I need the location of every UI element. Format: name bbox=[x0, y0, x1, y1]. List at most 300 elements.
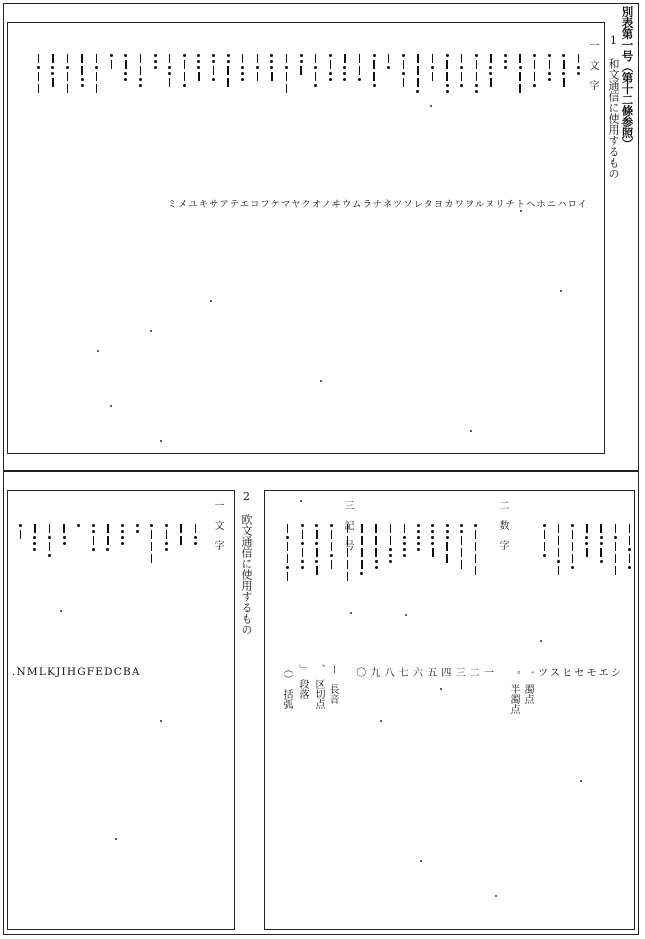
morse-dash bbox=[316, 530, 318, 539]
morse-dot bbox=[403, 548, 406, 551]
morse-dot bbox=[504, 54, 507, 57]
wabun-code-13 bbox=[387, 54, 390, 72]
wabun-code-35 bbox=[66, 54, 69, 96]
morse-dot bbox=[358, 78, 361, 81]
print-speck bbox=[115, 838, 117, 840]
morse-dash bbox=[213, 66, 215, 75]
wabun-code-9 bbox=[446, 54, 449, 96]
morse-dot bbox=[360, 572, 363, 575]
morse-dash bbox=[302, 530, 304, 539]
morse-dash bbox=[403, 78, 405, 87]
print-speck bbox=[420, 860, 422, 862]
wabun-code-19 bbox=[300, 54, 303, 78]
morse-dot bbox=[212, 78, 215, 81]
morse-dash bbox=[519, 84, 521, 93]
morse-dot bbox=[460, 84, 463, 87]
morse-dash bbox=[330, 60, 332, 69]
morse-dash bbox=[446, 72, 448, 81]
morse-dot bbox=[301, 542, 304, 545]
morse-dash bbox=[572, 530, 574, 539]
morse-dot bbox=[431, 542, 434, 545]
morse-dash bbox=[67, 72, 69, 81]
morse-dot bbox=[446, 536, 449, 539]
morse-dot bbox=[81, 78, 84, 81]
suuji-kana-code-3 bbox=[585, 524, 588, 560]
suuji-kana-extra: シエモセヒスツ bbox=[538, 668, 624, 679]
morse-dot bbox=[286, 566, 289, 569]
suuji-item-4: 五 bbox=[427, 668, 438, 679]
morse-dash bbox=[563, 60, 565, 69]
morse-dot bbox=[504, 60, 507, 63]
morse-dot bbox=[343, 66, 346, 69]
morse-dot bbox=[48, 536, 51, 539]
morse-dash bbox=[461, 536, 463, 545]
morse-dash bbox=[287, 572, 289, 581]
suuji-code-3 bbox=[431, 524, 434, 560]
morse-dot bbox=[628, 566, 631, 569]
morse-dash bbox=[461, 560, 463, 569]
wabun-code-24 bbox=[227, 54, 230, 90]
morse-dash bbox=[534, 72, 536, 81]
morse-dot bbox=[139, 84, 142, 87]
wabun-code-20 bbox=[285, 54, 288, 96]
wabun-code-2 bbox=[548, 54, 551, 84]
morse-dot bbox=[136, 524, 139, 527]
morse-dash bbox=[96, 72, 98, 81]
morse-dash bbox=[490, 78, 492, 87]
wabun-code-28 bbox=[168, 54, 171, 90]
wabun-moji-label: 一 文 字 bbox=[587, 40, 598, 90]
morse-dot bbox=[154, 54, 157, 57]
print-speck bbox=[210, 300, 212, 302]
morse-dot bbox=[121, 524, 124, 527]
morse-dot bbox=[343, 72, 346, 75]
morse-dash bbox=[558, 524, 560, 533]
obun-code-10 bbox=[48, 524, 51, 560]
morse-dash bbox=[20, 530, 22, 539]
morse-dot bbox=[417, 530, 420, 533]
morse-dash bbox=[475, 530, 477, 539]
obun-code-5 bbox=[121, 524, 124, 548]
morse-dot bbox=[106, 548, 109, 551]
morse-dash bbox=[629, 554, 631, 563]
morse-dash bbox=[417, 66, 419, 75]
morse-dash bbox=[572, 554, 574, 563]
obun-moji-label: 一 文 字 bbox=[212, 500, 223, 550]
print-speck bbox=[160, 720, 162, 722]
suuji-item-7: 八 bbox=[384, 668, 395, 679]
morse-dash bbox=[461, 72, 463, 81]
morse-dash bbox=[446, 60, 448, 69]
morse-dash bbox=[388, 54, 390, 63]
morse-dot bbox=[121, 536, 124, 539]
morse-dash bbox=[286, 72, 288, 81]
obun-table-border bbox=[7, 490, 235, 930]
morse-dash bbox=[490, 54, 492, 63]
kigou-item-kakko: （） 括弧 bbox=[281, 664, 292, 709]
morse-dot bbox=[124, 78, 127, 81]
suuji-item-5: 六 bbox=[413, 668, 423, 679]
wabun-code-18 bbox=[314, 54, 317, 90]
morse-dot bbox=[270, 54, 273, 57]
morse-dash bbox=[475, 542, 477, 551]
wabun-code-14 bbox=[373, 54, 376, 90]
morse-dot bbox=[533, 84, 536, 87]
morse-dot bbox=[212, 54, 215, 57]
suuji-code-1 bbox=[460, 524, 463, 572]
suuji-item-3: 四 bbox=[441, 668, 452, 679]
morse-dash bbox=[96, 54, 98, 63]
morse-dot bbox=[227, 54, 230, 57]
morse-dash bbox=[52, 54, 54, 63]
print-speck bbox=[150, 330, 152, 332]
morse-dot bbox=[387, 66, 390, 69]
wabun-code-16 bbox=[343, 54, 346, 84]
suuji-kana-code-6 bbox=[543, 524, 546, 560]
morse-dash bbox=[125, 60, 127, 69]
wabun-code-8 bbox=[460, 54, 463, 90]
suuji-kana-code-5 bbox=[557, 524, 560, 578]
print-speck bbox=[560, 290, 562, 292]
morse-dash bbox=[331, 560, 333, 569]
morse-dot bbox=[197, 66, 200, 69]
morse-dot bbox=[37, 66, 40, 69]
morse-dash bbox=[169, 54, 171, 63]
morse-dash bbox=[629, 536, 631, 545]
morse-dash bbox=[361, 560, 363, 569]
print-speck bbox=[380, 720, 382, 722]
morse-dot bbox=[51, 72, 54, 75]
print-speck bbox=[110, 405, 112, 407]
morse-dot bbox=[504, 66, 507, 69]
morse-dash bbox=[67, 84, 69, 93]
print-speck bbox=[520, 210, 522, 212]
suuji-kana-code-1 bbox=[614, 524, 617, 578]
morse-dash bbox=[34, 524, 36, 533]
morse-dot bbox=[562, 72, 565, 75]
kigou-item-kugiri: 、 区切点 bbox=[313, 664, 324, 709]
morse-dot bbox=[19, 524, 22, 527]
morse-dash bbox=[93, 536, 95, 545]
morse-dot bbox=[212, 60, 215, 63]
morse-dot bbox=[600, 560, 603, 563]
morse-dot bbox=[446, 524, 449, 527]
morse-dot bbox=[431, 66, 434, 69]
wabun-code-12 bbox=[402, 54, 405, 90]
morse-dot bbox=[329, 54, 332, 57]
morse-dot bbox=[194, 542, 197, 545]
wabun-code-3 bbox=[533, 54, 536, 90]
morse-dot bbox=[197, 54, 200, 57]
morse-dot bbox=[375, 566, 378, 569]
obun-code-1 bbox=[179, 524, 182, 548]
morse-dash bbox=[390, 536, 392, 545]
morse-dash bbox=[361, 548, 363, 557]
morse-dash bbox=[461, 54, 463, 63]
morse-dot bbox=[475, 90, 478, 93]
morse-dot bbox=[301, 560, 304, 563]
print-speck bbox=[320, 380, 322, 382]
morse-dot bbox=[403, 554, 406, 557]
morse-dash bbox=[544, 530, 546, 539]
morse-dash bbox=[315, 54, 317, 63]
morse-dash bbox=[38, 54, 40, 63]
morse-dash bbox=[52, 78, 54, 87]
morse-dot bbox=[446, 84, 449, 87]
morse-dash bbox=[373, 60, 375, 69]
morse-dot bbox=[416, 90, 419, 93]
morse-dot bbox=[256, 66, 259, 69]
morse-dot bbox=[417, 548, 420, 551]
morse-dash bbox=[578, 54, 580, 63]
wabun-code-33 bbox=[95, 54, 98, 96]
wabun-code-29 bbox=[154, 54, 157, 72]
wabun-code-11 bbox=[416, 54, 419, 96]
morse-dash bbox=[461, 548, 463, 557]
morse-dash bbox=[287, 542, 289, 551]
morse-dash bbox=[615, 542, 617, 551]
morse-dot bbox=[585, 542, 588, 545]
morse-dash bbox=[49, 524, 51, 533]
print-speck bbox=[470, 430, 472, 432]
morse-dash bbox=[286, 84, 288, 93]
morse-dot bbox=[241, 78, 244, 81]
kigou-code-2 bbox=[301, 524, 304, 572]
morse-dot bbox=[300, 54, 303, 57]
morse-dash bbox=[287, 524, 289, 533]
morse-dot bbox=[330, 554, 333, 557]
morse-dot bbox=[402, 54, 405, 57]
morse-dash bbox=[373, 72, 375, 81]
morse-dot bbox=[329, 78, 332, 81]
morse-dot bbox=[446, 530, 449, 533]
morse-dash bbox=[519, 72, 521, 81]
wabun-code-15 bbox=[358, 54, 361, 84]
morse-dot bbox=[431, 524, 434, 527]
morse-dot bbox=[343, 78, 346, 81]
morse-dot bbox=[474, 524, 477, 527]
morse-dot bbox=[301, 524, 304, 527]
morse-dash bbox=[315, 72, 317, 81]
print-speck bbox=[540, 640, 542, 642]
wabun-code-17 bbox=[329, 54, 332, 84]
morse-dot bbox=[227, 60, 230, 63]
morse-dash bbox=[476, 72, 478, 81]
morse-dash bbox=[344, 54, 346, 63]
morse-dash bbox=[586, 548, 588, 557]
suuji-kana-code-0 bbox=[628, 524, 631, 572]
morse-dash bbox=[417, 54, 419, 63]
morse-dot bbox=[270, 66, 273, 69]
morse-dot bbox=[628, 548, 631, 551]
morse-dot bbox=[92, 548, 95, 551]
morse-dash bbox=[549, 60, 551, 69]
page-title: 別表第一号（第十二條参照） bbox=[620, 6, 635, 149]
morse-dash bbox=[257, 54, 259, 63]
print-speck bbox=[160, 440, 162, 442]
wabun-code-0 bbox=[577, 54, 580, 78]
suuji-code-2 bbox=[446, 524, 449, 566]
morse-dash bbox=[615, 566, 617, 575]
morse-dot bbox=[168, 66, 171, 69]
suuji-item-8: 九 bbox=[370, 668, 381, 679]
morse-dash bbox=[534, 60, 536, 69]
morse-dot bbox=[95, 66, 98, 69]
morse-dot bbox=[402, 72, 405, 75]
morse-dot bbox=[165, 548, 168, 551]
morse-dot bbox=[571, 566, 574, 569]
morse-dash bbox=[271, 72, 273, 81]
suuji-item-9: 〇 bbox=[356, 668, 367, 679]
wabun-code-10 bbox=[431, 54, 434, 84]
morse-dot bbox=[241, 72, 244, 75]
print-speck bbox=[580, 780, 582, 782]
obun-code-7 bbox=[92, 524, 95, 554]
morse-dash bbox=[107, 536, 109, 545]
morse-dash bbox=[184, 72, 186, 81]
wabun-code-23 bbox=[241, 54, 244, 84]
morse-dash bbox=[375, 524, 377, 533]
morse-dash bbox=[151, 554, 153, 563]
morse-dash bbox=[151, 530, 153, 539]
morse-dot bbox=[489, 72, 492, 75]
morse-dot bbox=[403, 542, 406, 545]
morse-dash bbox=[390, 524, 392, 533]
morse-dot bbox=[77, 524, 80, 527]
suuji-kigou-table-border bbox=[264, 490, 635, 930]
morse-dot bbox=[154, 60, 157, 63]
suuji-code-0 bbox=[474, 524, 477, 578]
morse-dash bbox=[49, 542, 51, 551]
morse-dot bbox=[562, 54, 565, 57]
morse-dot bbox=[548, 78, 551, 81]
print-speck bbox=[350, 612, 352, 614]
suuji-code-6 bbox=[389, 524, 392, 566]
morse-dot bbox=[183, 54, 186, 57]
morse-dash bbox=[287, 554, 289, 563]
print-speck bbox=[495, 895, 497, 897]
morse-dot bbox=[489, 66, 492, 69]
morse-dash bbox=[586, 524, 588, 533]
wabun-code-34 bbox=[81, 54, 84, 90]
morse-dot bbox=[315, 560, 318, 563]
morse-dash bbox=[558, 566, 560, 575]
morse-dash bbox=[184, 60, 186, 69]
morse-dot bbox=[543, 554, 546, 557]
wabun-code-6 bbox=[489, 54, 492, 90]
morse-dot bbox=[66, 66, 69, 69]
print-speck bbox=[60, 610, 62, 612]
morse-dash bbox=[432, 72, 434, 81]
morse-dot bbox=[286, 536, 289, 539]
morse-dot bbox=[150, 524, 153, 527]
section-divider bbox=[3, 470, 639, 472]
morse-dash bbox=[81, 66, 83, 75]
morse-dot bbox=[110, 54, 113, 57]
morse-dash bbox=[359, 54, 361, 63]
morse-dot bbox=[600, 542, 603, 545]
print-speck bbox=[405, 614, 407, 616]
morse-dot bbox=[285, 66, 288, 69]
kigou-code-1 bbox=[315, 524, 318, 578]
morse-dash bbox=[404, 524, 406, 533]
wabun-code-27 bbox=[183, 54, 186, 90]
morse-dot bbox=[475, 84, 478, 87]
morse-dash bbox=[432, 54, 434, 63]
morse-dot bbox=[165, 542, 168, 545]
morse-dash bbox=[375, 536, 377, 545]
wabun-code-32 bbox=[110, 54, 113, 72]
morse-dash bbox=[563, 78, 565, 87]
morse-dot bbox=[431, 530, 434, 533]
morse-dot bbox=[301, 566, 304, 569]
morse-dot bbox=[124, 72, 127, 75]
suuji-code-4 bbox=[417, 524, 420, 554]
obun-code-8 bbox=[77, 524, 80, 530]
morse-dash bbox=[446, 554, 448, 563]
morse-dot bbox=[417, 542, 420, 545]
morse-dash bbox=[600, 548, 602, 557]
morse-dot bbox=[194, 536, 197, 539]
wabun-code-7 bbox=[475, 54, 478, 96]
morse-dash bbox=[96, 84, 98, 93]
morse-dot bbox=[533, 54, 536, 57]
morse-dot bbox=[124, 54, 127, 57]
suuji-label: 二 数 字 bbox=[497, 500, 508, 550]
wabun-code-22 bbox=[256, 54, 259, 84]
suuji-code-8 bbox=[360, 524, 363, 578]
morse-dot bbox=[121, 530, 124, 533]
morse-dash bbox=[38, 84, 40, 93]
morse-dot bbox=[460, 530, 463, 533]
suuji-kana-code-4 bbox=[571, 524, 574, 572]
morse-dot bbox=[585, 536, 588, 539]
morse-dash bbox=[242, 54, 244, 63]
obun-characters: .NMLKJIHGFEDCBA bbox=[12, 666, 141, 678]
suuji-code-5 bbox=[403, 524, 406, 560]
morse-dash bbox=[361, 524, 363, 533]
wabun-code-5 bbox=[504, 54, 507, 72]
morse-dot bbox=[600, 536, 603, 539]
morse-dash bbox=[302, 548, 304, 557]
morse-dot bbox=[475, 54, 478, 57]
morse-dot bbox=[92, 524, 95, 527]
morse-dash bbox=[359, 66, 361, 75]
morse-dash bbox=[227, 66, 229, 75]
morse-dash bbox=[558, 536, 560, 545]
suuji-code-7 bbox=[375, 524, 378, 572]
morse-dot bbox=[557, 560, 560, 563]
morse-dash bbox=[375, 548, 377, 557]
morse-dot bbox=[63, 542, 66, 545]
kigou-label: 三 記 号 bbox=[342, 500, 353, 550]
morse-dot bbox=[270, 60, 273, 63]
morse-dot bbox=[577, 66, 580, 69]
morse-dot bbox=[577, 72, 580, 75]
morse-dash bbox=[257, 72, 259, 81]
morse-dot bbox=[197, 60, 200, 63]
morse-dash bbox=[403, 60, 405, 69]
morse-dash bbox=[600, 524, 602, 533]
morse-dash bbox=[316, 548, 318, 557]
print-speck bbox=[97, 350, 99, 352]
morse-dash bbox=[81, 54, 83, 63]
morse-dash bbox=[111, 60, 113, 69]
morse-dash bbox=[151, 542, 153, 551]
morse-dash bbox=[615, 554, 617, 563]
wabun-code-36 bbox=[51, 54, 54, 90]
wabun-code-21 bbox=[270, 54, 273, 84]
